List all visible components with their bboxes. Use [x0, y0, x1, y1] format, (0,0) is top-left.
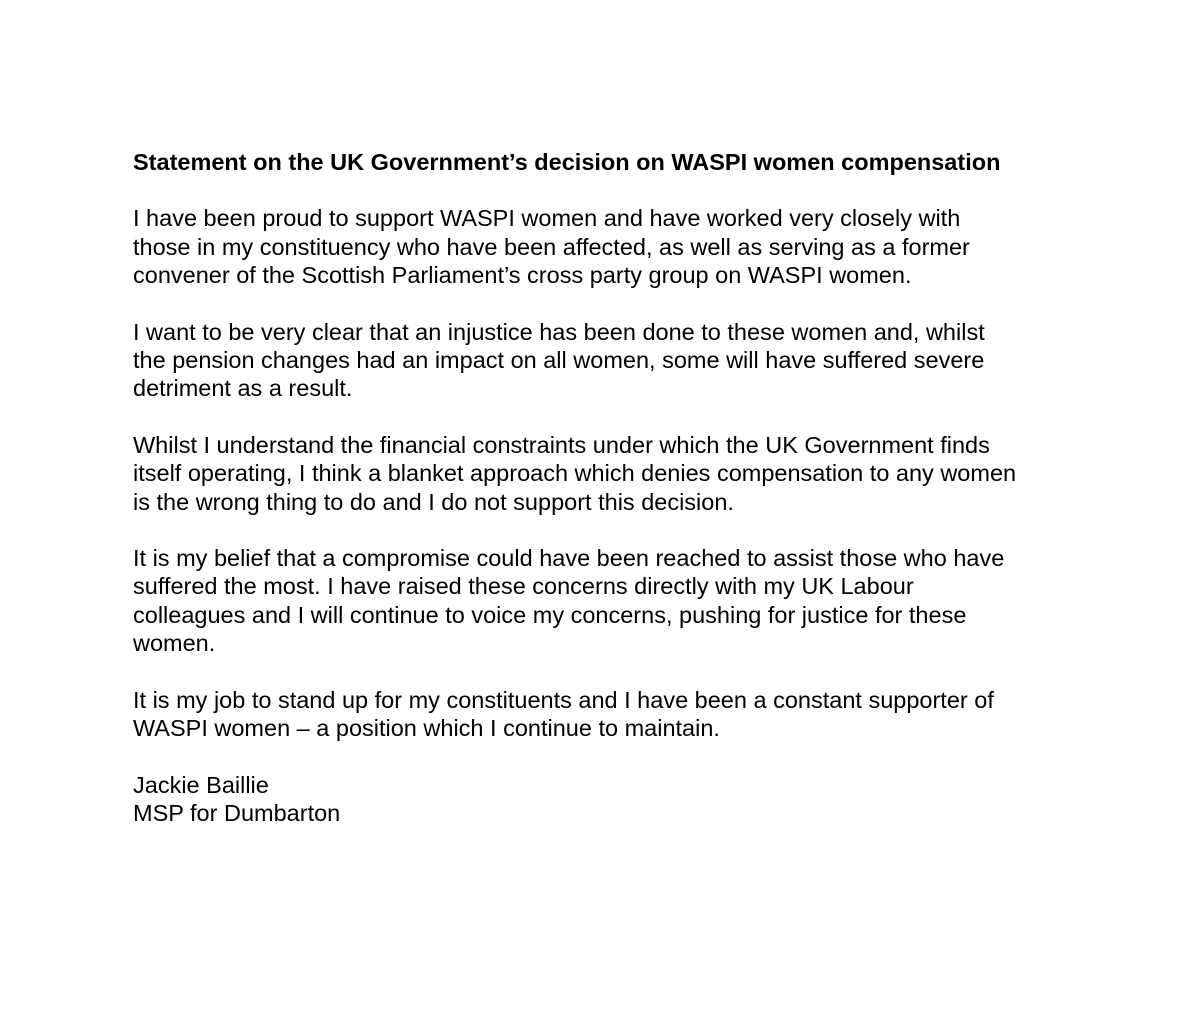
paragraph-2: [133, 318, 1113, 403]
paragraph-line: women.: [133, 630, 216, 657]
paragraph-1: [133, 204, 1113, 289]
paragraph-3: [133, 431, 1113, 516]
statement-body: [133, 148, 1113, 827]
paragraph-line: It is my belief that a compromise could have been reached to assist those who have: [133, 545, 1005, 572]
paragraph-line: I have been proud to support WASPI women and have worked very closely with: [133, 205, 961, 232]
paragraph-line: the pension changes had an impact on all women, some will have suffered severe: [133, 347, 985, 374]
signature-name: Jackie Baillie: [133, 771, 269, 798]
paragraph-line: colleagues and I will continue to voice my concerns, pushing for justice for these: [133, 601, 967, 628]
paragraph-line: is the wrong thing to do and I do not support this decision.: [133, 488, 734, 515]
paragraph-line: I want to be very clear that an injustice has been done to these women and, whilst: [133, 318, 985, 345]
paragraph-line: suffered the most. I have raised these concerns directly with my UK Labour: [133, 573, 914, 600]
statement-title: Statement on the UK Government’s decision on WASPI women compensation: [133, 149, 1001, 175]
paragraph-line: Whilst I understand the financial constraints under which the UK Government finds: [133, 431, 990, 458]
paragraph-4: [133, 544, 1113, 658]
paragraph-line: convener of the Scottish Parliament’s cross party group on WASPI women.: [133, 262, 912, 289]
signature-block: [133, 771, 1113, 828]
paragraph-line: those in my constituency who have been affected, as well as serving as a former: [133, 233, 970, 260]
signature-role: MSP for Dumbarton: [133, 799, 341, 826]
paragraph-5: [133, 686, 1113, 743]
paragraph-line: itself operating, I think a blanket approach which denies compensation to any women: [133, 460, 1017, 487]
paragraph-line: detriment as a result.: [133, 375, 353, 402]
paragraph-line: It is my job to stand up for my constituents and I have been a constant supporter of: [133, 686, 994, 713]
paragraph-line: WASPI women – a position which I continue to maintain.: [133, 715, 720, 742]
